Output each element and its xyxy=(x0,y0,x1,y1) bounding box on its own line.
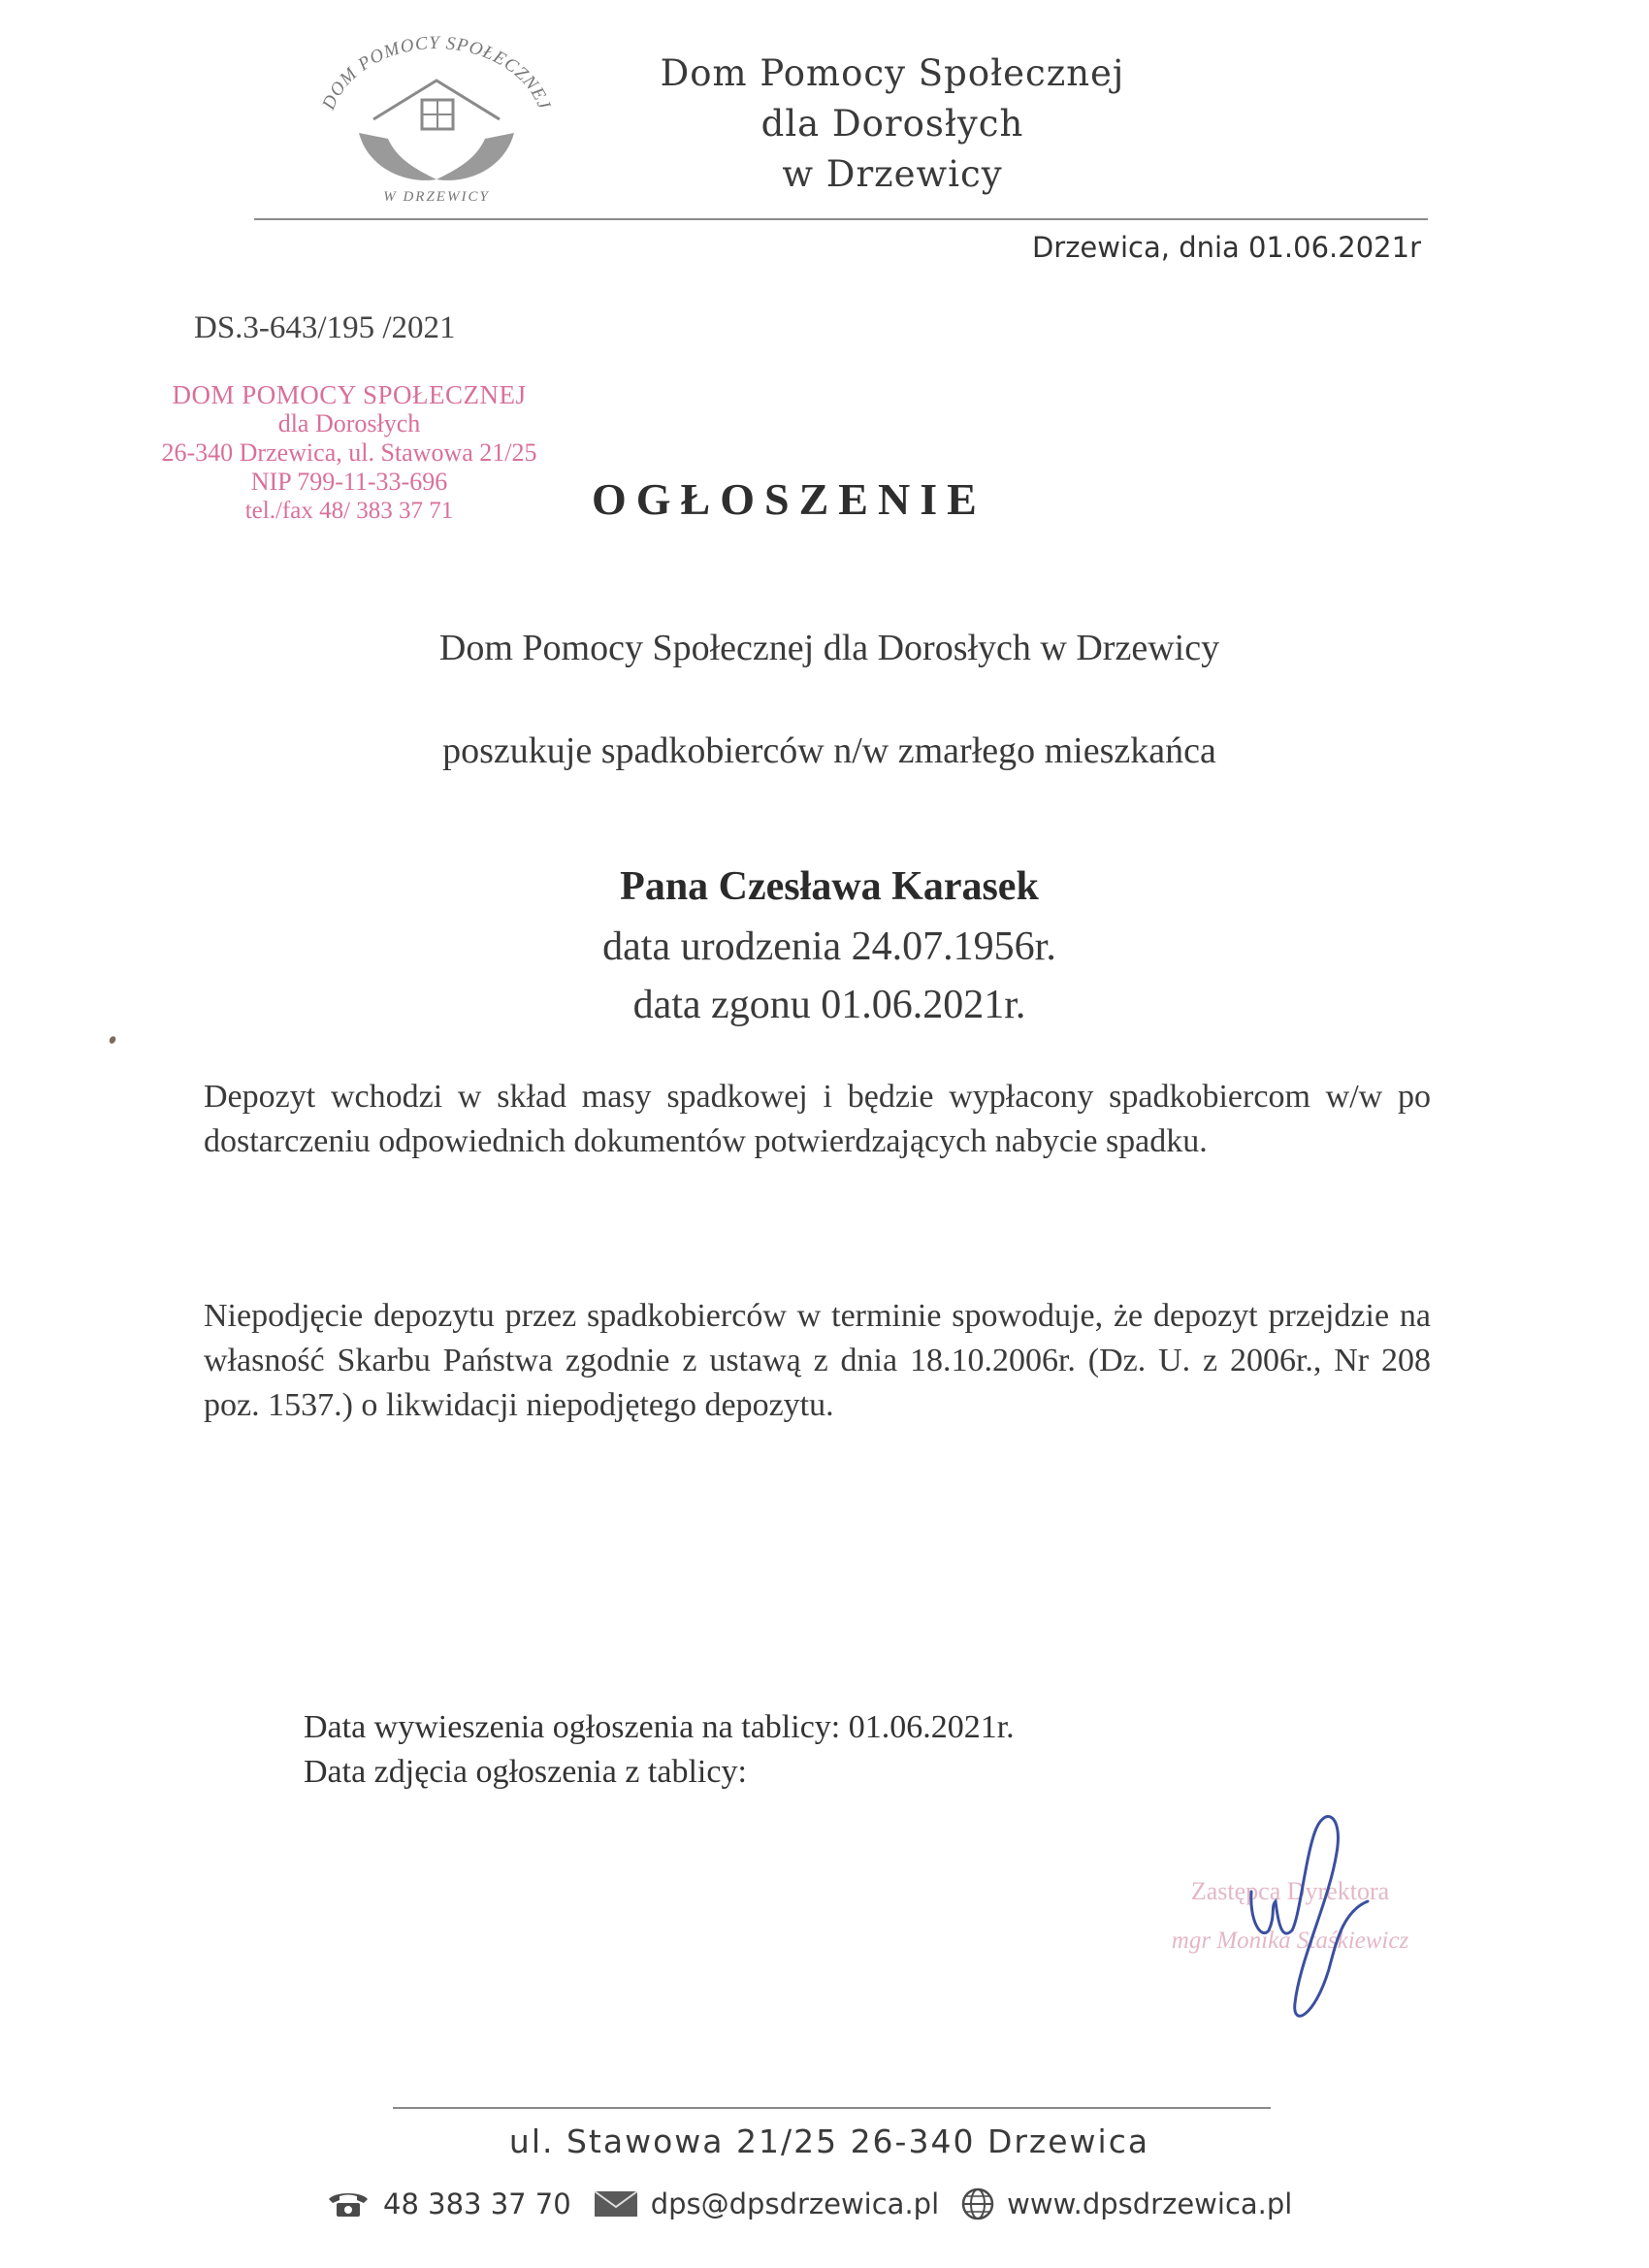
institution-logo xyxy=(291,24,582,218)
posting-dates xyxy=(304,1705,1015,1795)
logo-text-bottom: W DRZEWICY xyxy=(383,189,490,205)
footer-contacts xyxy=(325,2183,1313,2225)
institution-name xyxy=(601,49,1183,200)
envelope-icon xyxy=(593,2188,639,2219)
stamp-line: DOM POMOCY SPOŁECZNEJ xyxy=(172,380,527,409)
phone-number: 48 383 37 70 xyxy=(383,2187,571,2220)
institution-name-line: w Drzewicy xyxy=(782,153,1003,195)
phone-icon xyxy=(325,2189,372,2219)
stamp-line: NIP 799-11-33-696 xyxy=(250,468,448,496)
death-date: data zgonu 01.06.2021r. xyxy=(632,983,1026,1027)
unclaimed-deposit-paragraph: Niepodjęcie depozytu przez spadkobierców w terminie spowoduje, że depozyt przejdzie na własność Skarbu Państwa zgodnie z ustawą z dnia 18.10.2006r. (Dz. U. z 2006r., Nr 208 poz. 1537.) o likwidacji niepodjętego depozytu. xyxy=(204,1298,1431,1423)
notice-title: OGŁOSZENIE xyxy=(592,474,986,524)
email-address: dps@dpsdrzewica.pl xyxy=(650,2187,940,2220)
footer-email xyxy=(593,2187,939,2220)
globe-icon xyxy=(960,2187,995,2221)
logo-text-top: DOM POMOCY SPOŁECZNEJ xyxy=(318,32,555,113)
website-url: www.dpsdrzewica.pl xyxy=(1007,2187,1293,2220)
deceased-name: Pana Czesława Karasek xyxy=(620,864,1039,909)
header-divider xyxy=(254,218,1428,220)
deposit-paragraph: Depozyt wchodzi w skład masy spadkowej i będzie wypłacony spadkobiercom w/w po dostarczeniu odpowiednich dokumentów potwierdzających nabycie spadku. xyxy=(204,1079,1431,1159)
institution-name-line: dla Dorosłych xyxy=(760,103,1024,145)
footer-phone xyxy=(325,2187,571,2220)
place-date: Drzewica, dnia 01.06.2021r xyxy=(1031,231,1421,264)
removed-date-line: Data zdjęcia ogłoszenia z tablicy: xyxy=(304,1754,747,1790)
footer-address: ul. Stawowa 21/25 26-340 Drzewica xyxy=(508,2122,1150,2160)
notice-intro-line: Dom Pomocy Społecznej dla Dorosłych w Drzewicy xyxy=(438,628,1220,668)
notice-intro-line: poszukuje spadkobierców n/w zmarłego mieszkańca xyxy=(442,730,1216,771)
birth-date: data urodzenia 24.07.1956r. xyxy=(602,924,1056,969)
reference-number: DS.3-643/195 /2021 xyxy=(194,310,456,345)
scan-speck xyxy=(108,1035,116,1045)
stamp-line: 26-340 Drzewica, ul. Stawowa 21/25 xyxy=(161,438,537,467)
stamp-line: dla Dorosłych xyxy=(277,409,421,437)
institution-stamp xyxy=(136,380,563,526)
handwritten-signature xyxy=(1222,1795,1416,2037)
house-hands-logo-icon xyxy=(291,24,582,218)
signature-title: Zastępca Dyrektora xyxy=(1190,1877,1390,1905)
footer-website xyxy=(960,2187,1292,2221)
stamp-line: tel./fax 48/ 383 37 71 xyxy=(244,498,454,524)
posted-date-line: Data wywieszenia ogłoszenia na tablicy: 01.06.2021r. xyxy=(304,1709,1015,1745)
svg-text:DOM POMOCY SPOŁECZNEJ xyxy=(318,33,555,113)
institution-name-line: Dom Pomocy Społecznej xyxy=(660,52,1125,94)
footer-divider xyxy=(393,2107,1271,2109)
signature-name: mgr Monika Staśkiewicz xyxy=(1171,1928,1409,1954)
